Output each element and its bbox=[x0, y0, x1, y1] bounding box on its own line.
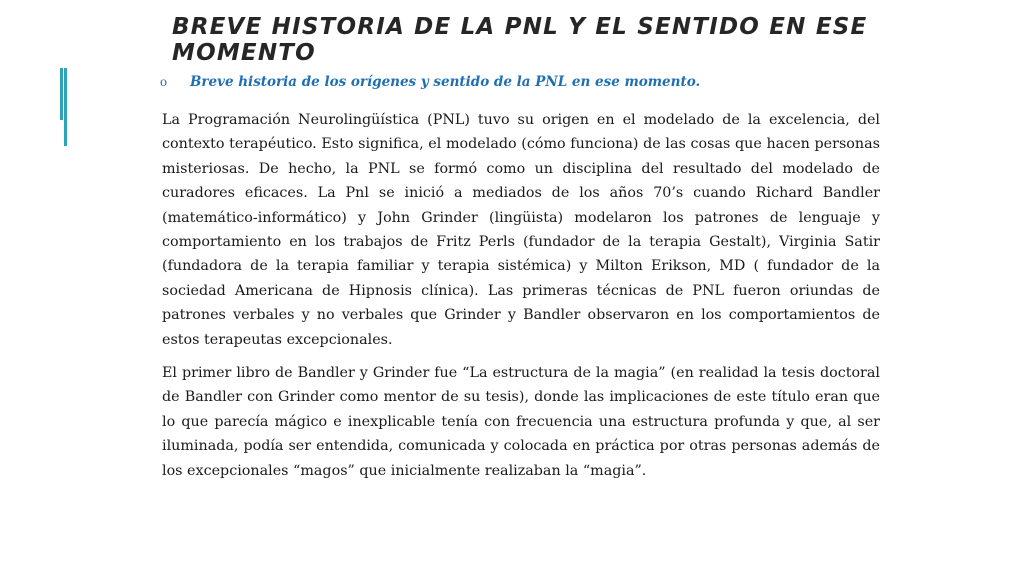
slide-subtitle: Breve historia de los orígenes y sentido de la PNL en ese momento. bbox=[190, 74, 701, 90]
paragraph-first-book: El primer libro de Bandler y Grinder fue “La estructura de la magia” (en realidad la tesis doctoral de Bandler con Grinder como mentor de su tesis), donde las implicaciones de este título eran que lo que parecía mágico e inexplicable tenía con frecuencia una estructura profunda y que, al ser iluminada, podía ser entendida, comunicada y colocada en práctica por otras personas además de los excepcionales “magos” que inicialmente realizaban la “magia”. bbox=[162, 365, 880, 479]
subtitle-bullet-row bbox=[160, 74, 880, 91]
accent-bar-left bbox=[60, 68, 63, 120]
paragraph-origins: La Programación Neurolingüística (PNL) tuvo su origen en el modelado de la excelencia, del contexto terapéutico. Esto significa, el modelado (cómo funciona) de las cosas que hacen personas misteriosas. De hecho, la PNL se formó como un disciplina del resultado del modelado de curadores eficaces. La Pnl se inició a mediados de los años 70’s cuando Richard Bandler (matemático-informático) y John Grinder (lingüista) modelaron los patrones de lenguaje y comportamiento en los trabajos de Fritz Perls (fundador de la terapia Gestalt), Virginia Satir (fundadora de la terapia familiar y terapia sistémica) y Milton Erikson, MD ( fundador de la sociedad Americana de Hipnosis clínica). Las primeras técnicas de PNL fueron oriundas de patrones verbales y no verbales que Grinder y Bandler observaron en los comportamientos de estos terapeutas excepcionales. bbox=[162, 112, 880, 348]
body-text bbox=[162, 108, 880, 483]
bullet-marker: o bbox=[160, 75, 167, 90]
accent-bar-right bbox=[64, 68, 67, 146]
slide-title: BREVE HISTORIA DE LA PNL Y EL SENTIDO EN ESE MOMENTO bbox=[172, 14, 868, 66]
